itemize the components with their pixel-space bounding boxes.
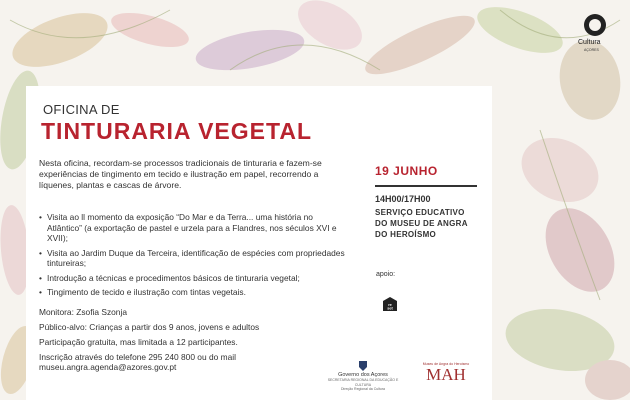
intro-paragraph: Nesta oficina, recordam-se processos tradicionais de tinturaria e fazem-se experiências de tingimento em tecido e ilustração em papel, recorrendo a líquenes, plantas e cascas de árvore. bbox=[39, 158, 322, 190]
support-label: apoio: bbox=[376, 271, 396, 278]
crest-icon bbox=[359, 361, 367, 371]
government-sub: Direção Regional da Cultura bbox=[341, 387, 385, 391]
venue-line: SERVIÇO EDUCATIVO bbox=[375, 208, 465, 217]
government-logo bbox=[323, 361, 403, 392]
venue-line: DO HEROÍSMO bbox=[375, 230, 437, 239]
government-sub: SECRETARIA REGIONAL DA EDUCAÇÃO E CULTURA bbox=[327, 378, 399, 387]
museum-logo-top: Museu de Angra do Heroísmo bbox=[422, 362, 470, 366]
museum-logo bbox=[419, 362, 473, 384]
list-item: • Visita ao Jardim Duque da Terceira, identificação de espécies com propriedades tintureiras; bbox=[39, 248, 345, 269]
reset-logo bbox=[382, 296, 398, 312]
list-item: • Visita ao ll momento da exposição “Do Mar e da Terra... uma história no Atlântico” (a exportação de pastel e urzela para a Flandres, nos séculos XVI e XVII); bbox=[39, 212, 345, 244]
monitor-text: Monitora: Zsofia Szonja bbox=[39, 307, 127, 317]
event-eyebrow: OFICINA DE bbox=[43, 102, 120, 117]
svg-text:set: set bbox=[387, 306, 393, 311]
event-venue bbox=[375, 207, 485, 240]
registration-text: Inscrição através do telefone 295 240 800 ou do mail bbox=[39, 352, 236, 362]
cultura-logo-word: Cultura bbox=[578, 39, 601, 46]
cultura-logo bbox=[578, 14, 618, 60]
list-item: • Introdução a técnicas e procedimentos básicos de tinturaria vegetal; bbox=[39, 273, 345, 284]
participation-text: Participação gratuita, mas limitada a 12 participantes. bbox=[39, 337, 238, 347]
list-item: • Tingimento de tecido e ilustração com tintas vegetais. bbox=[39, 287, 345, 298]
event-title: TINTURARIA VEGETAL bbox=[41, 118, 312, 144]
event-date: 19 JUNHO bbox=[375, 164, 438, 178]
cultura-logo-sub: AÇORES bbox=[584, 48, 599, 52]
cultura-logo-icon bbox=[584, 14, 606, 36]
svg-text:re: re bbox=[388, 303, 392, 307]
audience-text: Público-alvo: Crianças a partir dos 9 anos, jovens e adultos bbox=[39, 322, 260, 332]
event-time: 14H00/17H00 bbox=[375, 194, 431, 204]
venue-line: DO MUSEU DE ANGRA bbox=[375, 219, 468, 228]
registration-email-link[interactable]: museu.angra.agenda@azores.gov.pt bbox=[39, 362, 177, 372]
government-name: Governo dos Açores bbox=[338, 372, 388, 378]
museum-logo-mark: MAH bbox=[426, 365, 466, 384]
date-divider bbox=[375, 185, 477, 187]
activity-list bbox=[39, 212, 345, 302]
